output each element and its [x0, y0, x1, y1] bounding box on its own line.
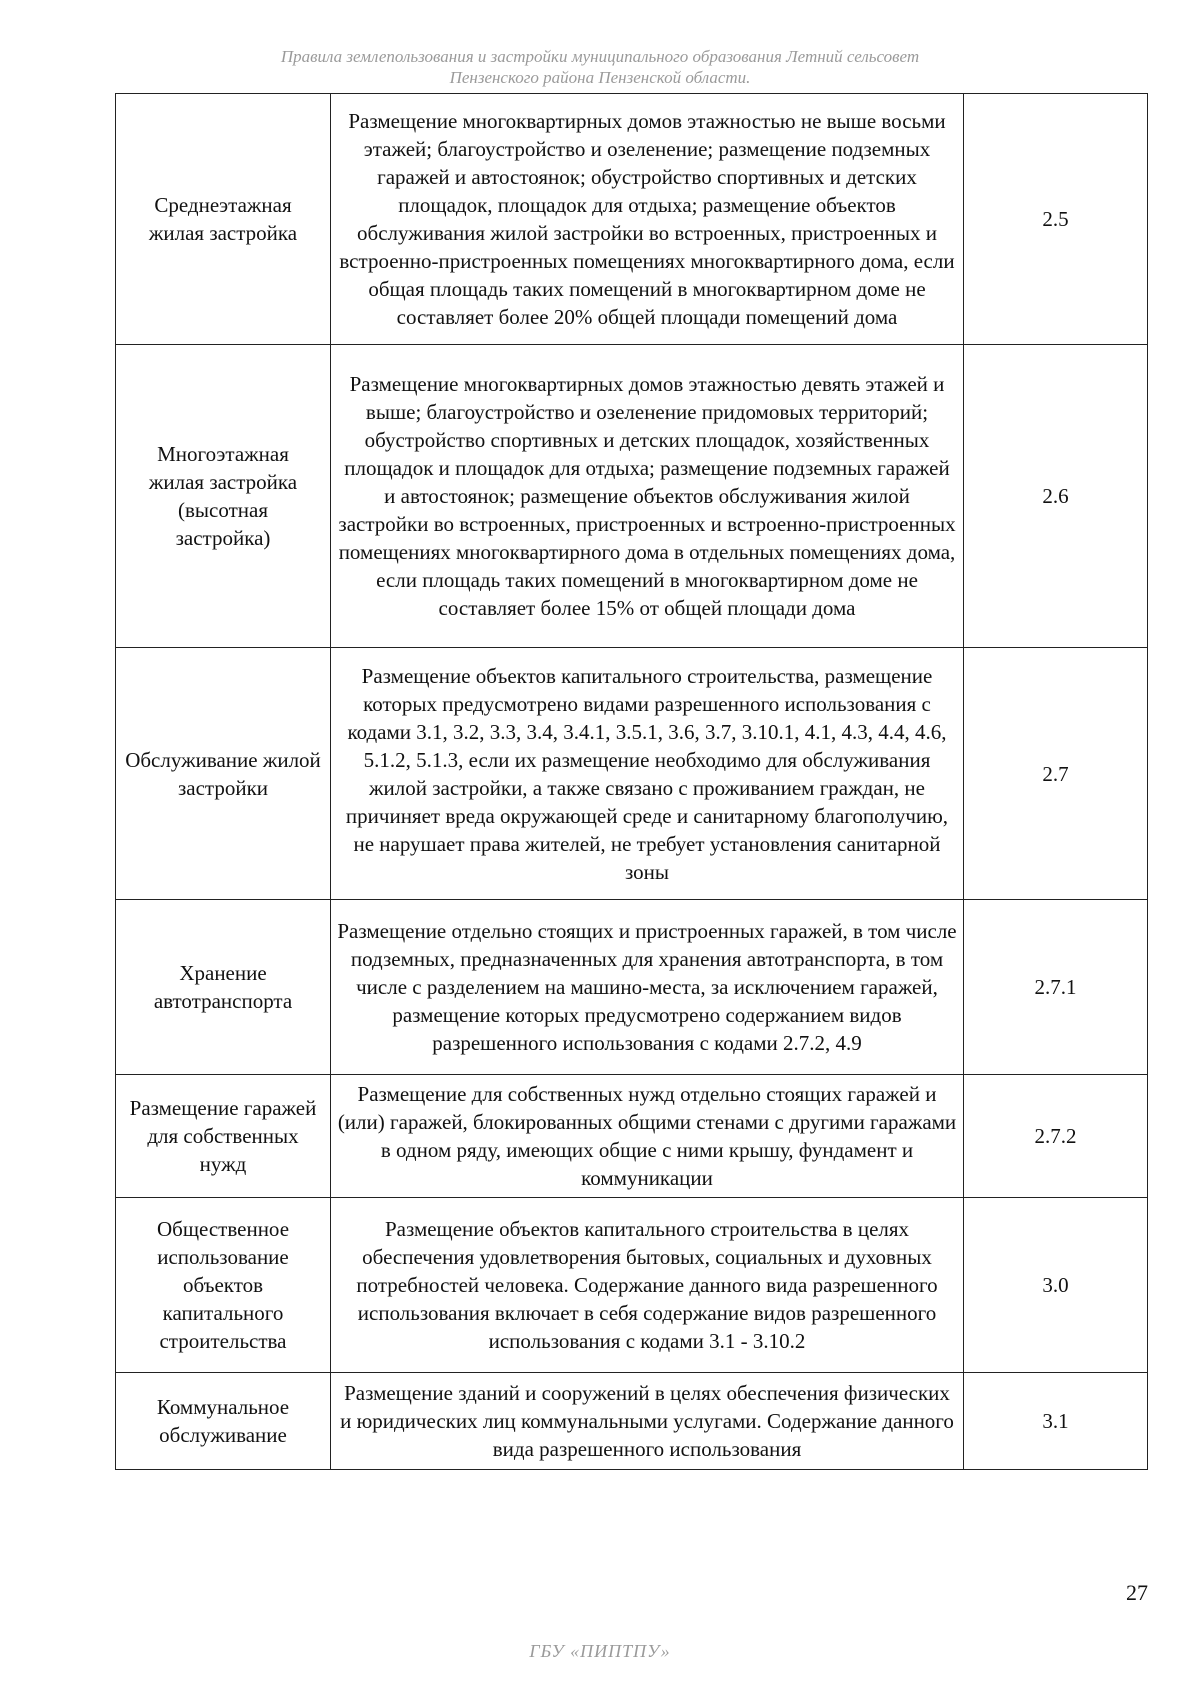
use-description-cell: Размещение объектов капитального строительства, размещение которых предусмотрено видами разрешенного использования с кодами 3.1, 3.2, 3.3, 3.4, 3.4.1, 3.5.1, 3.6, 3.7, 3.10.1, 4.1, 4.3, 4.4, 4.6, 5.1.2, 5.1.3, если их размещение необходимо для обслуживания жилой застройки, а также связано с проживанием граждан, не причиняет вреда окружающей среде и санитарному благополучию, не нарушает права жителей, не требует установления санитарной зоны — [331, 648, 964, 900]
use-code-cell: 2.5 — [964, 94, 1148, 345]
use-name-cell: Среднеэтажная жилая застройка — [116, 94, 331, 345]
page-number: 27 — [1126, 1580, 1148, 1605]
running-header — [0, 46, 1200, 88]
footer-organization: ГБУ «ПИПТПУ» — [529, 1641, 671, 1661]
use-description-cell: Размещение объектов капитального строительства в целях обеспечения удовлетворения бытовых, социальных и духовных потребностей человека. Содержание данного вида разрешенного использования включает в себя содержание видов разрешенного использования с кодами 3.1 - 3.10.2 — [331, 1198, 964, 1373]
use-description-cell: Размещение отдельно стоящих и пристроенных гаражей, в том числе подземных, предназначенных для хранения автотранспорта, в том числе с разделением на машино-места, за исключением гаражей, размещение которых предусмотрено содержанием видов разрешенного использования с кодами 2.7.2, 4.9 — [331, 900, 964, 1075]
table-row — [116, 345, 1148, 648]
use-description-cell: Размещение для собственных нужд отдельно стоящих гаражей и (или) гаражей, блокированных общими стенами с другими гаражами в одном ряду, имеющих общие с ними крышу, фундамент и коммуникации — [331, 1075, 964, 1198]
use-description-cell: Размещение зданий и сооружений в целях обеспечения физических и юридических лиц коммунальными услугами. Содержание данного вида разрешенного использования — [331, 1373, 964, 1470]
use-description-cell: Размещение многоквартирных домов этажностью девять этажей и выше; благоустройство и озеленение придомовых территорий; обустройство спортивных и детских площадок, хозяйственных площадок и площадок для отдыха; размещение подземных гаражей и автостоянок; размещение объектов обслуживания жилой застройки во встроенных, пристроенных и встроенно-пристроенных помещениях многоквартирного дома в отдельных помещениях дома, если площадь таких помещений в многоквартирном доме не составляет более 15% от общей площади дома — [331, 345, 964, 648]
table-row — [116, 1198, 1148, 1373]
table-row — [116, 900, 1148, 1075]
table-row — [116, 94, 1148, 345]
table-row — [116, 648, 1148, 900]
land-use-table — [115, 93, 1148, 1470]
use-code-cell: 2.7.2 — [964, 1075, 1148, 1198]
use-code-cell: 3.0 — [964, 1198, 1148, 1373]
table-row — [116, 1373, 1148, 1470]
use-name-cell: Общественное использование объектов капитального строительства — [116, 1198, 331, 1373]
table-row — [116, 1075, 1148, 1198]
header-line-2: Пензенского района Пензенской области. — [449, 68, 751, 87]
use-name-cell: Размещение гаражей для собственных нужд — [116, 1075, 331, 1198]
use-code-cell: 2.6 — [964, 345, 1148, 648]
use-code-cell: 2.7 — [964, 648, 1148, 900]
use-name-cell: Хранение автотранспорта — [116, 900, 331, 1075]
use-name-cell: Коммунальное обслуживание — [116, 1373, 331, 1470]
header-line-1: Правила землепользования и застройки муниципального образования Летний сельсовет — [280, 47, 920, 66]
use-description-cell: Размещение многоквартирных домов этажностью не выше восьми этажей; благоустройство и озеленение; размещение подземных гаражей и автостоянок; обустройство спортивных и детских площадок, площадок для отдыха; размещение объектов обслуживания жилой застройки во встроенных, пристроенных и встроенно-пристроенных помещениях многоквартирного дома, если общая площадь таких помещений в многоквартирном доме не составляет более 20% общей площади помещений дома — [331, 94, 964, 345]
use-name-cell: Обслуживание жилой застройки — [116, 648, 331, 900]
use-code-cell: 3.1 — [964, 1373, 1148, 1470]
use-name-cell: Многоэтажная жилая застройка (высотная застройка) — [116, 345, 331, 648]
use-code-cell: 2.7.1 — [964, 900, 1148, 1075]
